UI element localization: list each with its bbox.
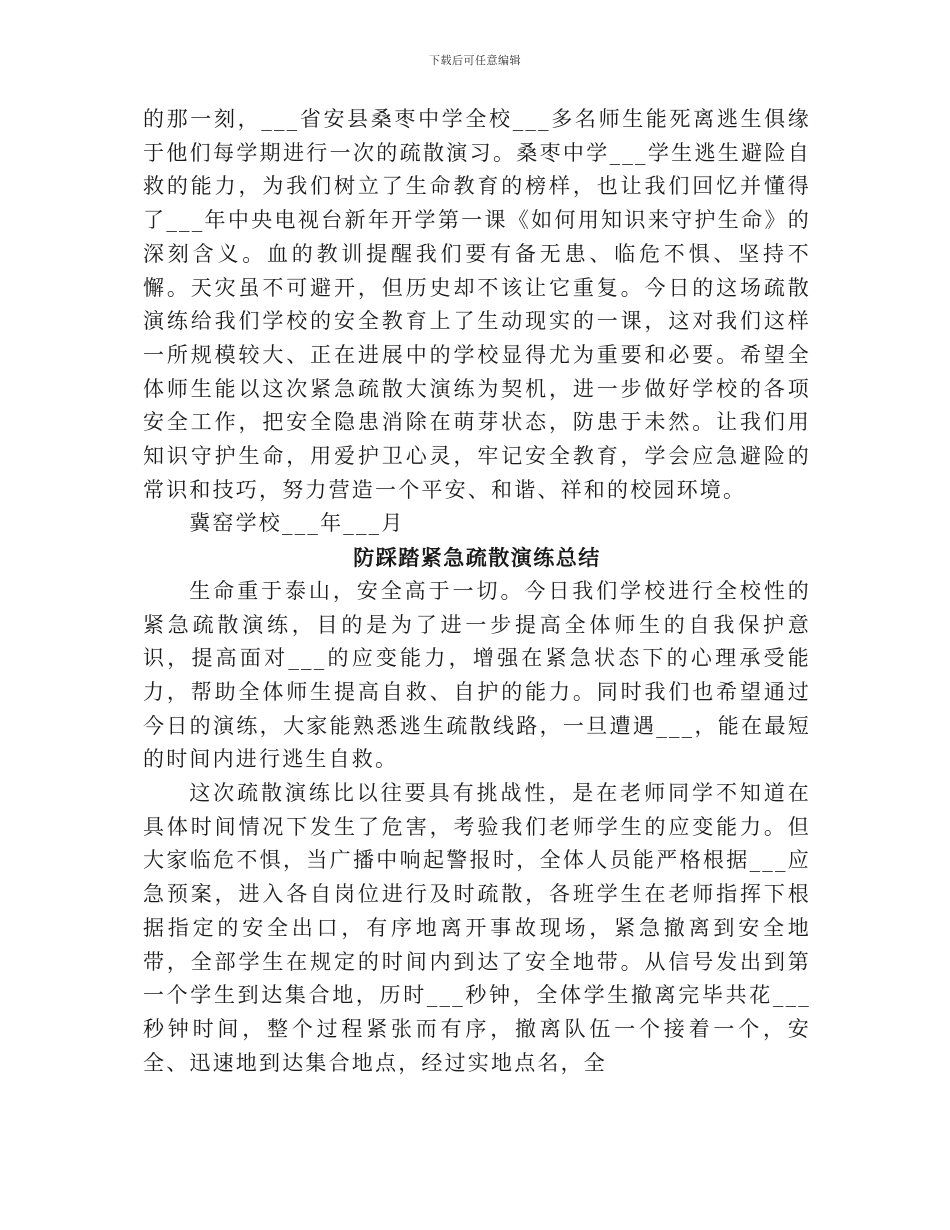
body-paragraph: 这次疏散演练比以往要具有挑战性，是在老师同学不知道在具体时间情况下发生了危害，考验我们老师学生的应变能力。但大家临危不惧，当广播中响起警报时，全体人员能严格根据___应急预案，进入各自岗位进行及时疏散，各班学生在老师指挥下根据指定的安全出口，有序地离开事故现场，紧急撤离到安全地带，全部学生在规定的时间内到达了安全地带。从信号发出到第一个学生到达集合地，历时___秒钟，全体学生撤离完毕共花___秒钟时间，整个过程紧张而有序，撤离队伍一个接着一个，安全、迅速地到达集合地点，经过实地点名，全 — [143, 781, 811, 1075]
document-body — [143, 103, 811, 1080]
page-header-note: 下载后可任意编辑 — [429, 54, 521, 67]
signature-line: 冀窑学校___年___月 — [189, 511, 405, 536]
body-paragraph: 生命重于泰山，安全高于一切。今日我们学校进行全校性的紧急疏散演练，目的是为了进一步提高全体师生的自我保护意识，提高面对___的应变能力，增强在紧急状态下的心理承受能力，帮助全体师生提高自救、自护的能力。同时我们也希望通过今日的演练，大家能熟悉逃生疏散线路，一旦遭遇___，能在最短的时间内进行逃生自救。 — [143, 578, 811, 772]
intro-paragraph: 的那一刻，___省安县桑枣中学全校___多名师生能死离逃生俱缘于他们每学期进行一次的疏散演习。桑枣中学___学生逃生避险自救的能力，为我们树立了生命教育的榜样，也让我们回忆并懂得了___年中央电视台新年开学第一课《如何用知识来守护生命》的深刻含义。血的教训提醒我们要有备无患、临危不惧、坚持不懈。天灾虽不可避开，但历史却不该让它重复。今日的这场疏散演练给我们学校的安全教育上了生动现实的一课，这对我们这样一所规模较大、正在进展中的学校显得尤为重要和必要。希望全体师生能以这次紧急疏散大演练为契机，进一步做好学校的各项安全工作，把安全隐患消除在萌芽状态，防患于未然。让我们用知识守护生命，用爱护卫心灵，牢记安全教育，学会应急避险的常识和技巧，努力营造一个平安、和谐、祥和的校园环境。 — [143, 107, 811, 502]
section-title: 防踩踏紧急疏散演练总结 — [353, 545, 601, 571]
